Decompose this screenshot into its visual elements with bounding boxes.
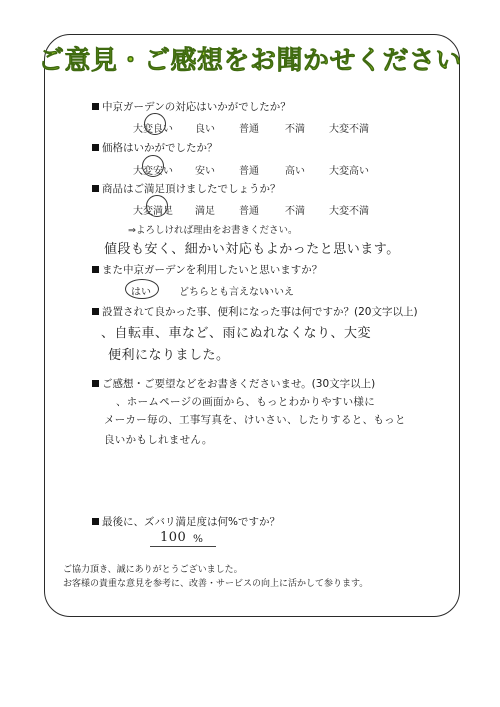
q4-option-1[interactable]: はい bbox=[131, 287, 151, 298]
q2-option-4[interactable]: 高い bbox=[285, 166, 305, 177]
survey-title: ご意見・ご感想をお聞かせください bbox=[37, 46, 462, 76]
bullet-square-icon bbox=[92, 266, 99, 273]
footer-message: お客様の貴重な意見を参考に、改善・サービスの向上に活かして参ります。 bbox=[63, 579, 369, 589]
question-3 bbox=[92, 181, 281, 196]
q5-handwritten-line-1: 、自転車、車など、雨にぬれなくなり、大変 bbox=[101, 326, 372, 341]
q2-answer-circle bbox=[142, 155, 164, 177]
q6-handwritten-line-1: 、ホームページの画面から、もっとわかりやすい様に bbox=[116, 396, 375, 408]
q3-option-3[interactable]: 普通 bbox=[239, 206, 259, 217]
bullet-square-icon bbox=[92, 308, 99, 315]
q3-option-2[interactable]: 満足 bbox=[195, 206, 215, 217]
question-4 bbox=[92, 262, 322, 277]
q1-answer-circle bbox=[144, 113, 166, 135]
q3-option-5[interactable]: 大変不満 bbox=[329, 206, 369, 217]
q2-option-1[interactable]: 大変安い bbox=[133, 166, 173, 177]
q1-option-1[interactable]: 大変良い bbox=[133, 124, 173, 135]
q4-option-2[interactable]: どちらとも言えない bbox=[179, 287, 269, 298]
q6-handwritten-line-2: メーカー毎の、工事写真を、けいさい、したりすると、もっと bbox=[104, 414, 406, 426]
question-4-label: また中京ガーデンを利用したいと思いますか？ bbox=[102, 264, 323, 276]
question-2 bbox=[92, 140, 218, 155]
q5-handwritten-line-2: 便利になりました。 bbox=[108, 348, 230, 363]
q7-answer-underline bbox=[150, 546, 216, 547]
q2-option-2[interactable]: 安い bbox=[195, 166, 215, 177]
question-7-label: 最後に、ズバリ満足度は何%ですか？ bbox=[102, 516, 280, 528]
question-7 bbox=[92, 514, 280, 529]
question-6 bbox=[92, 376, 375, 391]
q7-percent-unit: % bbox=[193, 533, 204, 545]
q3-handwritten-answer: 値段も安く、細かい対応もよかったと思います。 bbox=[104, 242, 400, 257]
q1-option-3[interactable]: 普通 bbox=[239, 124, 259, 135]
q3-option-1[interactable]: 大変満足 bbox=[133, 206, 173, 217]
bullet-square-icon bbox=[92, 518, 99, 525]
q1-option-5[interactable]: 大変不満 bbox=[329, 124, 369, 135]
question-2-label: 価格はいかがでしたか？ bbox=[102, 142, 218, 154]
bullet-square-icon bbox=[92, 185, 99, 192]
question-5-label: 設置されて良かった事、便利になった事は何ですか？(20文字以上) bbox=[102, 306, 418, 318]
question-3-label: 商品はご満足頂けましたでしょうか？ bbox=[102, 183, 281, 195]
q3-answer-circle bbox=[146, 195, 168, 217]
question-5 bbox=[92, 304, 418, 319]
q6-handwritten-line-3: 良いかもしれません。 bbox=[104, 434, 213, 446]
footer-thanks: ご協力頂き、誠にありがとうございました。 bbox=[63, 565, 243, 575]
q3-reason-note: ⇒よろしければ理由をお書きください。 bbox=[128, 225, 298, 236]
q2-option-5[interactable]: 大変高い bbox=[329, 166, 369, 177]
q1-option-4[interactable]: 不満 bbox=[285, 124, 305, 135]
question-1 bbox=[92, 99, 291, 114]
bullet-square-icon bbox=[92, 103, 99, 110]
q7-handwritten-percent: 100 bbox=[160, 530, 187, 545]
bullet-square-icon bbox=[92, 144, 99, 151]
q1-option-2[interactable]: 良い bbox=[195, 124, 215, 135]
question-1-label: 中京ガーデンの対応はいかがでしたか？ bbox=[102, 101, 291, 113]
question-6-label: ご感想・ご要望などをお書きくださいませ。(30文字以上) bbox=[102, 378, 376, 390]
q4-answer-circle bbox=[125, 279, 159, 299]
bullet-square-icon bbox=[92, 380, 99, 387]
q4-option-3[interactable]: いいえ bbox=[264, 287, 294, 298]
q2-option-3[interactable]: 普通 bbox=[239, 166, 259, 177]
q3-option-4[interactable]: 不満 bbox=[285, 206, 305, 217]
